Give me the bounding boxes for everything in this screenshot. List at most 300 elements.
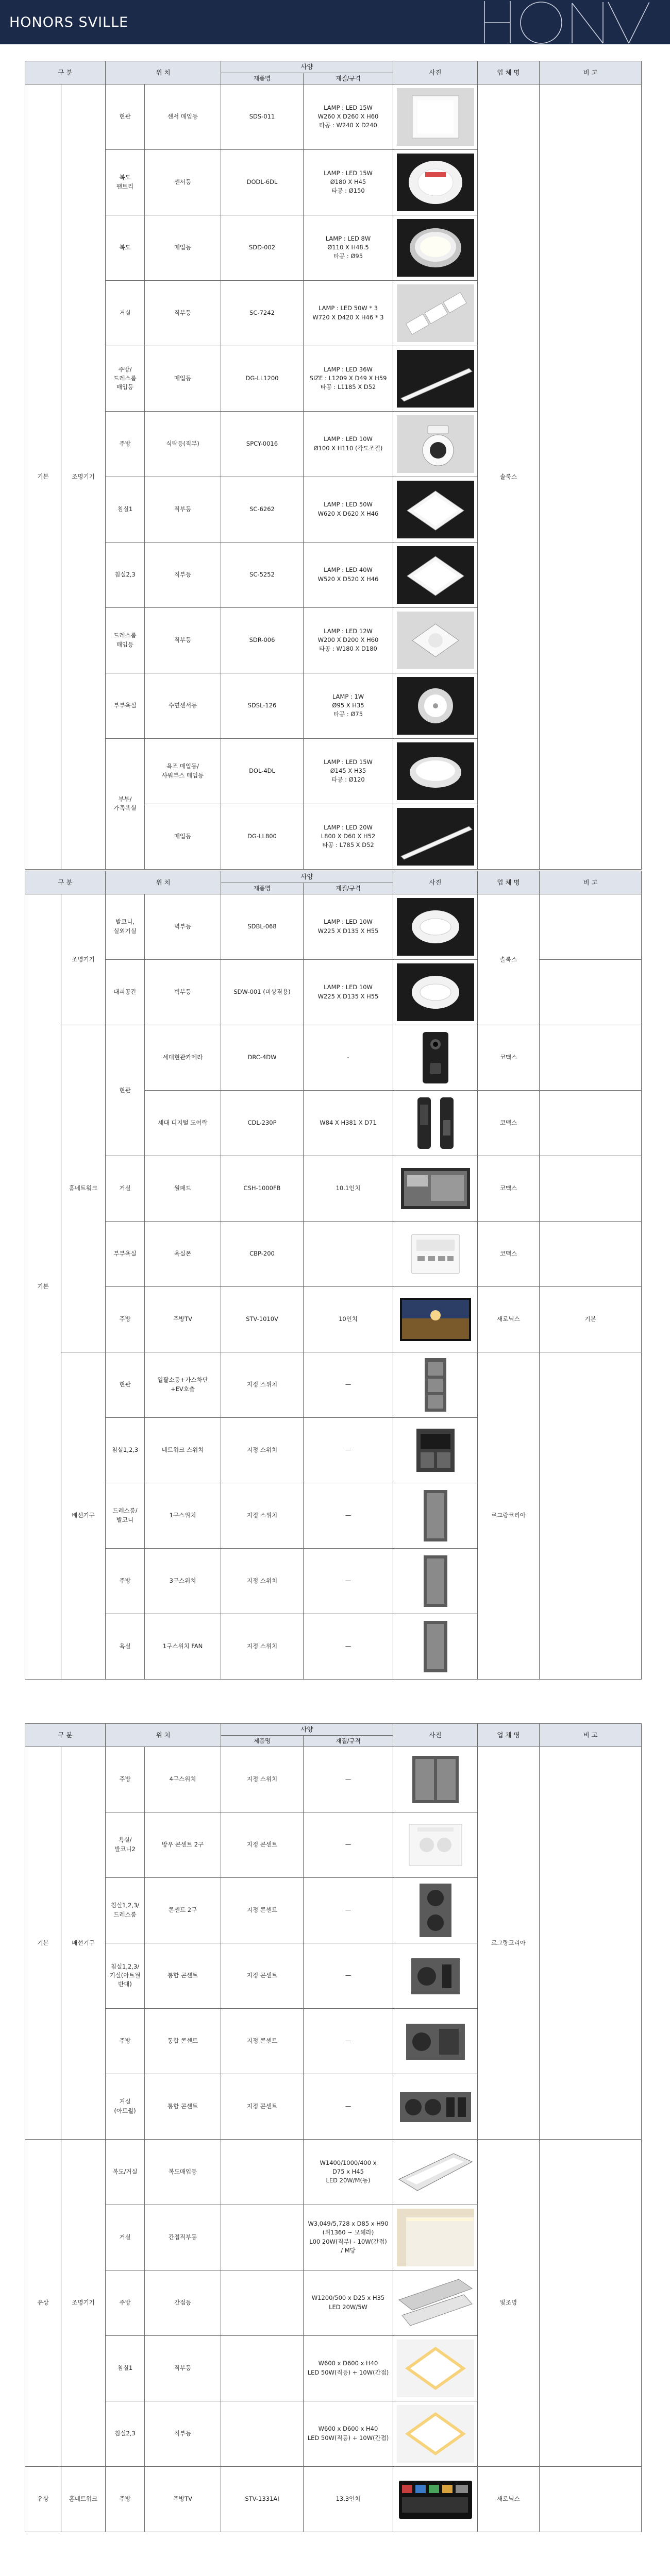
spec-table-3 [25, 1723, 642, 2532]
room-cell [106, 2008, 145, 2074]
product-photo [393, 411, 478, 477]
maker-cell-text: 코맥스 [499, 1250, 517, 1258]
room-cell-text: 현관 [119, 1381, 131, 1388]
header-spec: 사양 [221, 1724, 393, 1736]
room-cell-text: 주방 [119, 1577, 131, 1585]
item-cell [145, 607, 221, 673]
spec-cell [304, 2335, 393, 2401]
group-cell [61, 894, 106, 1025]
spec-cell-text: — [345, 1577, 351, 1585]
remark-cell [540, 2139, 642, 2466]
category-cell-text: 기본 [37, 1282, 49, 1290]
room-cell [106, 1025, 145, 1156]
group-cell [61, 1747, 106, 2139]
combo-outlet-icon [397, 2078, 474, 2136]
single-switch-icon [397, 1487, 474, 1545]
item-cell-text: 간접등 [174, 2299, 192, 2307]
spec-cell [304, 84, 393, 149]
maker-cell [478, 2139, 540, 2466]
header-maker: 업 체 명 [478, 871, 540, 894]
item-cell-text: 직부등 [174, 309, 192, 317]
table-row [25, 2139, 642, 2205]
product-cell [221, 1025, 304, 1090]
room-cell [106, 1417, 145, 1483]
table-header [25, 61, 642, 84]
room-cell-text: 주방 [119, 1315, 131, 1323]
spec-cell-text: LAMP : LED 12W W200 X D200 X H60 타공 : W180 X D180 [317, 627, 379, 653]
item-cell-text: 직부등 [174, 2364, 192, 2372]
double-outlet-icon [397, 1882, 474, 1939]
group-cell [61, 2139, 106, 2466]
spec-cell [304, 1877, 393, 1943]
header-remark: 비 고 [540, 61, 642, 84]
spec-table-2 [25, 871, 642, 1680]
product-cell [221, 280, 304, 346]
product-photo [393, 1614, 478, 1679]
spec-cell [304, 894, 393, 959]
table-row [25, 959, 642, 1025]
item-cell-text: 3구스위치 [169, 1577, 196, 1585]
product-cell-text: 지정 콘센트 [246, 1841, 278, 1849]
spec-cell-text: — [345, 1972, 351, 1979]
round-sensor-light-icon [397, 154, 474, 211]
product-photo [393, 1090, 478, 1156]
remark-cell [540, 894, 642, 959]
room-cell [106, 2205, 145, 2270]
product-photo [393, 1417, 478, 1483]
product-cell-text: 지정 콘센트 [246, 2037, 278, 2045]
item-cell [145, 1352, 221, 1417]
kitchen-tv-icon [397, 2470, 474, 2528]
product-photo [393, 1747, 478, 1812]
spec-cell [304, 2466, 393, 2532]
waterproof-outlet-icon [397, 1816, 474, 1874]
ceiling-panel-icon [397, 546, 474, 604]
product-cell [221, 1614, 304, 1679]
product-cell-text: STV-1010V [246, 1315, 278, 1323]
spec-cell-text: 10.1인치 [336, 1184, 361, 1192]
item-cell [145, 411, 221, 477]
item-cell [145, 2335, 221, 2401]
product-cell [221, 1812, 304, 1877]
room-cell [106, 1221, 145, 1286]
product-photo [393, 1025, 478, 1090]
maker-cell-text: 코맥스 [499, 1119, 517, 1127]
spec-cell [304, 1025, 393, 1090]
network-switch-icon [397, 1421, 474, 1479]
item-cell [145, 894, 221, 959]
product-cell [221, 1483, 304, 1548]
maker-cell [478, 1221, 540, 1286]
remark-cell [540, 959, 642, 1025]
room-cell [106, 346, 145, 411]
product-cell [221, 1090, 304, 1156]
product-photo [393, 2205, 478, 2270]
room-cell-text: 침실2,3 [114, 571, 136, 579]
fan-switch-icon [397, 1618, 474, 1675]
room-cell [106, 149, 145, 215]
header-photo: 사진 [393, 61, 478, 84]
item-cell [145, 1483, 221, 1548]
item-cell-text: 방우 콘센트 2구 [161, 1841, 204, 1849]
square-recessed-light-icon [397, 612, 474, 669]
spec-cell [304, 1747, 393, 1812]
group-cell-text: 홈네트워크 [69, 1184, 98, 1192]
spec-cell [304, 1812, 393, 1877]
corridor-light-icon [397, 2143, 474, 2201]
room-cell-text: 대피공간 [113, 988, 137, 996]
spec-cell-text: W3,049/5,728 x D85 x H90 (위1360 ~ 모헤라) L00 20W(직부) - 10W(간접) / M당 [308, 2220, 389, 2255]
room-cell [106, 1483, 145, 1548]
product-cell [221, 2205, 304, 2270]
room-cell-text: 복도 팬트리 [116, 174, 134, 190]
product-photo [393, 2401, 478, 2466]
product-photo [393, 477, 478, 542]
spec-cell-text: 13.3인치 [336, 2495, 361, 2503]
product-cell [221, 2270, 304, 2335]
header-spec: 사양 [221, 871, 393, 883]
room-cell-text: 침실1 [117, 2364, 133, 2372]
remark-cell [540, 1747, 642, 2139]
item-cell-text: 수면센서등 [168, 702, 197, 709]
spec-cell-text: — [345, 1775, 351, 1783]
item-cell [145, 542, 221, 607]
item-cell-text: 매입등 [174, 375, 192, 382]
room-cell [106, 1548, 145, 1614]
item-cell [145, 2466, 221, 2532]
product-cell [221, 149, 304, 215]
room-cell [106, 1877, 145, 1943]
product-cell [221, 346, 304, 411]
product-photo [393, 346, 478, 411]
room-cell-text: 거실 [119, 309, 131, 317]
spec-cell [304, 1286, 393, 1352]
product-photo [393, 2270, 478, 2335]
remark-cell [540, 1286, 642, 1352]
spec-cell [304, 149, 393, 215]
room-cell [106, 280, 145, 346]
item-cell-text: 세대 디지털 도어락 [158, 1119, 208, 1127]
item-cell [145, 959, 221, 1025]
header-category: 구 분 [25, 61, 106, 84]
product-cell [221, 2466, 304, 2532]
room-cell [106, 2466, 145, 2532]
spec-cell [304, 1548, 393, 1614]
spec-cell [304, 1156, 393, 1221]
product-cell-text: STV-1331AI [245, 2495, 279, 2503]
product-cell [221, 477, 304, 542]
item-cell-text: 벽부등 [174, 988, 192, 996]
item-cell [145, 804, 221, 869]
room-cell-text: 주방 [119, 2299, 131, 2307]
header-material: 재질/규격 [304, 883, 393, 894]
product-cell [221, 215, 304, 280]
remark-cell [540, 1221, 642, 1286]
product-photo [393, 542, 478, 607]
item-cell [145, 1877, 221, 1943]
spec-cell [304, 2008, 393, 2074]
maker-cell [478, 1156, 540, 1221]
triple-switch-icon [397, 1552, 474, 1610]
item-cell [145, 2205, 221, 2270]
item-cell-text: 직부등 [174, 571, 192, 579]
product-photo [393, 2466, 478, 2532]
product-photo [393, 1352, 478, 1417]
category-cell [25, 894, 61, 1679]
door-lock-icon [397, 1094, 474, 1152]
item-cell-text: 1구스위치 FAN [162, 1642, 203, 1650]
remark-cell [540, 2466, 642, 2532]
room-cell-text: 복도/거실 [112, 2168, 138, 2176]
room-cell-text: 침실1,2,3 [111, 1446, 139, 1454]
product-cell [221, 1747, 304, 1812]
group-cell-text: 배선기구 [72, 1939, 95, 1946]
product-photo [393, 1156, 478, 1221]
product-cell-text: SDBL-068 [247, 923, 277, 930]
room-cell-text: 주방 [119, 1775, 131, 1783]
maker-cell-text: 르그랑코리아 [491, 1939, 526, 1946]
header-remark: 비 고 [540, 871, 642, 894]
product-cell [221, 738, 304, 804]
product-photo [393, 215, 478, 280]
product-cell [221, 1156, 304, 1221]
spec-cell-text: LAMP : LED 15W W260 X D260 X H60 타공 : W240 X D240 [317, 104, 379, 129]
header-maker: 업 체 명 [478, 1724, 540, 1747]
room-cell-text: 부부/ 가족욕실 [113, 795, 137, 812]
item-cell [145, 1286, 221, 1352]
spec-cell-text: W600 x D600 x H40 LED 50W(직등) + 10W(간접) [307, 2360, 389, 2376]
item-cell-text: 욕조 매입등/ 샤워부스 매입등 [161, 762, 204, 779]
room-cell [106, 215, 145, 280]
ceiling-panel-icon [397, 481, 474, 538]
product-photo [393, 1812, 478, 1877]
product-cell [221, 2335, 304, 2401]
remark-cell-text: 기본 [584, 1315, 596, 1323]
product-cell-text: 지정 스위치 [246, 1577, 278, 1585]
product-cell-text: SC-6262 [249, 505, 275, 513]
product-photo [393, 149, 478, 215]
product-cell-text: DODL-6DL [246, 178, 278, 186]
item-cell [145, 2270, 221, 2335]
maker-cell-text: 빛조명 [499, 2299, 517, 2307]
item-cell-text: 일괄소등+가스차단 +EV호출 [157, 1376, 208, 1393]
room-cell [106, 1156, 145, 1221]
item-cell-text: 4구스위치 [169, 1775, 196, 1783]
maker-cell-text: 르그랑코리아 [491, 1512, 526, 1519]
room-cell [106, 894, 145, 959]
product-photo [393, 1877, 478, 1943]
spec-cell [304, 215, 393, 280]
product-photo [393, 894, 478, 959]
spec-cell [304, 411, 393, 477]
triple-panel-light-icon [397, 284, 474, 342]
remark-cell [540, 84, 642, 869]
maker-cell-text: 솔룩스 [499, 472, 517, 480]
spec-cell [304, 1090, 393, 1156]
maker-cell [478, 1090, 540, 1156]
spec-cell-text: — [345, 1381, 351, 1388]
spec-cell-text: W84 X H381 X D71 [320, 1119, 377, 1127]
room-cell [106, 959, 145, 1025]
spec-cell [304, 542, 393, 607]
item-cell-text: 복도매입등 [168, 2168, 197, 2176]
group-cell-text: 홈네트워크 [69, 2495, 98, 2503]
item-cell [145, 149, 221, 215]
product-photo [393, 1483, 478, 1548]
item-cell-text: 통합 콘센트 [167, 2037, 198, 2045]
product-cell [221, 1877, 304, 1943]
room-cell [106, 542, 145, 607]
table-row [25, 1221, 642, 1286]
maker-cell-text: 새로닉스 [497, 2495, 520, 2503]
item-cell-text: 1구스위치 [169, 1512, 196, 1519]
product-cell-text: 지정 스위치 [246, 1446, 278, 1454]
item-cell-text: 센서등 [174, 178, 192, 186]
maker-cell [478, 2466, 540, 2532]
item-cell-text: 식탁등(직부) [166, 440, 199, 448]
spec-cell-text: — [345, 1446, 351, 1454]
product-photo [393, 1943, 478, 2008]
product-photo [393, 2335, 478, 2401]
room-cell-text: 침실1,2,3/ 드레스룸 [110, 1902, 140, 1918]
room-cell [106, 477, 145, 542]
group-cell [61, 1352, 106, 1679]
product-cell-text: SC-5252 [249, 571, 275, 579]
item-cell [145, 1156, 221, 1221]
wall-light-icon [397, 963, 474, 1021]
product-cell-text: SPCY-0016 [246, 440, 278, 448]
product-photo [393, 607, 478, 673]
item-cell [145, 215, 221, 280]
item-cell [145, 1812, 221, 1877]
product-photo [393, 959, 478, 1025]
item-cell [145, 1221, 221, 1286]
item-cell-text: 콘센트 2구 [168, 1906, 197, 1914]
spec-cell [304, 738, 393, 804]
product-cell [221, 2401, 304, 2466]
room-cell [106, 1286, 145, 1352]
item-cell-text: 욕실폰 [174, 1250, 192, 1258]
item-cell-text: 직부등 [174, 636, 192, 644]
product-photo [393, 1548, 478, 1614]
product-cell [221, 1286, 304, 1352]
glow-panel-icon [397, 2405, 474, 2463]
product-cell-text: SDSL-126 [247, 702, 277, 709]
header-material: 재질/규격 [304, 73, 393, 84]
spec-cell [304, 804, 393, 869]
spec-cell-text: — [345, 1906, 351, 1914]
spec-cell [304, 477, 393, 542]
maker-cell-text: 코맥스 [499, 1054, 517, 1061]
maker-cell [478, 84, 540, 869]
spec-cell-text: LAMP : LED 15W Ø145 X H35 타공 : Ø120 [324, 758, 373, 784]
room-cell-text: 드레스룸/ 발코니 [112, 1507, 138, 1523]
table-row [25, 1156, 642, 1221]
product-cell [221, 2139, 304, 2205]
spec-cell [304, 2139, 393, 2205]
square-panel-light-icon [397, 88, 474, 146]
header-remark: 비 고 [540, 1724, 642, 1747]
quad-switch-icon [397, 1751, 474, 1808]
kitchen-tv-icon [397, 1291, 474, 1348]
category-cell [25, 2466, 61, 2532]
spec-cell-text: LAMP : LED 50W * 3 W720 X D420 X H46 * 3 [312, 304, 384, 321]
brand-logo-icon [479, 0, 649, 44]
category-cell-text: 기본 [37, 1939, 49, 1946]
item-cell [145, 1417, 221, 1483]
room-cell-text: 거실 [119, 2233, 131, 2241]
table-row [25, 1352, 642, 1417]
brand-title: HONORS SVILLE [9, 14, 129, 30]
room-cell [106, 673, 145, 738]
category-cell-text: 기본 [37, 472, 49, 480]
room-cell [106, 1614, 145, 1679]
group-cell-text: 조명기기 [72, 2299, 95, 2307]
spec-cell [304, 1352, 393, 1417]
product-cell-text: SDD-002 [248, 244, 276, 251]
spec-cell-text: LAMP : 1W Ø95 X H35 타공 : Ø75 [332, 692, 364, 718]
spec-cell [304, 1614, 393, 1679]
table-row [25, 1747, 642, 1812]
room-cell-text: 발코니, 실외기실 [113, 918, 137, 935]
product-cell [221, 2008, 304, 2074]
category-cell [25, 1747, 61, 2139]
product-cell [221, 959, 304, 1025]
item-cell-text: 월패드 [174, 1184, 192, 1192]
room-cell-text: 복도 [119, 244, 131, 251]
room-cell-text: 주방 [119, 2495, 131, 2503]
spec-cell-text: — [345, 1642, 351, 1650]
item-cell [145, 738, 221, 804]
remark-cell [540, 1156, 642, 1221]
product-photo [393, 84, 478, 149]
wallpad-icon [397, 1160, 474, 1217]
item-cell [145, 2401, 221, 2466]
item-cell-text: 통합 콘센트 [167, 2103, 198, 2110]
spec-cell-text: LAMP : LED 10W Ø100 X H110 (각도조절) [313, 435, 383, 452]
room-cell-text: 거실 (아트월) [114, 2098, 136, 2114]
product-cell-text: DG-LL800 [247, 833, 277, 840]
product-cell-text: CBP-200 [249, 1250, 275, 1258]
item-cell [145, 1747, 221, 1812]
room-cell-text: 욕실/ 발코니2 [114, 1836, 136, 1853]
header-photo: 사진 [393, 871, 478, 894]
room-cell [106, 1747, 145, 1812]
maker-cell-text: 솔룩스 [499, 955, 517, 963]
group-cell [61, 1025, 106, 1352]
indirect-light-icon [397, 2209, 474, 2266]
maker-cell-text: 새로닉스 [497, 1315, 520, 1323]
product-cell-text: SDR-006 [249, 636, 275, 644]
item-cell-text: 벽부등 [174, 923, 192, 930]
group-cell-text: 조명기기 [72, 955, 95, 963]
spec-cell [304, 1221, 393, 1286]
header-location: 위 치 [106, 871, 221, 894]
spec-cell [304, 1943, 393, 2008]
room-cell-text: 현관 [119, 1086, 131, 1094]
item-cell-text: 통합 콘센트 [167, 1972, 198, 1979]
group-cell [61, 2466, 106, 2532]
item-cell [145, 1025, 221, 1090]
linear-light-icon [397, 808, 474, 866]
spec-cell-text: — [345, 2037, 351, 2045]
category-cell [25, 2139, 61, 2466]
item-cell [145, 84, 221, 149]
product-cell [221, 607, 304, 673]
maker-cell [478, 1352, 540, 1679]
spot-light-icon [397, 415, 474, 473]
header-category: 구 분 [25, 871, 106, 894]
